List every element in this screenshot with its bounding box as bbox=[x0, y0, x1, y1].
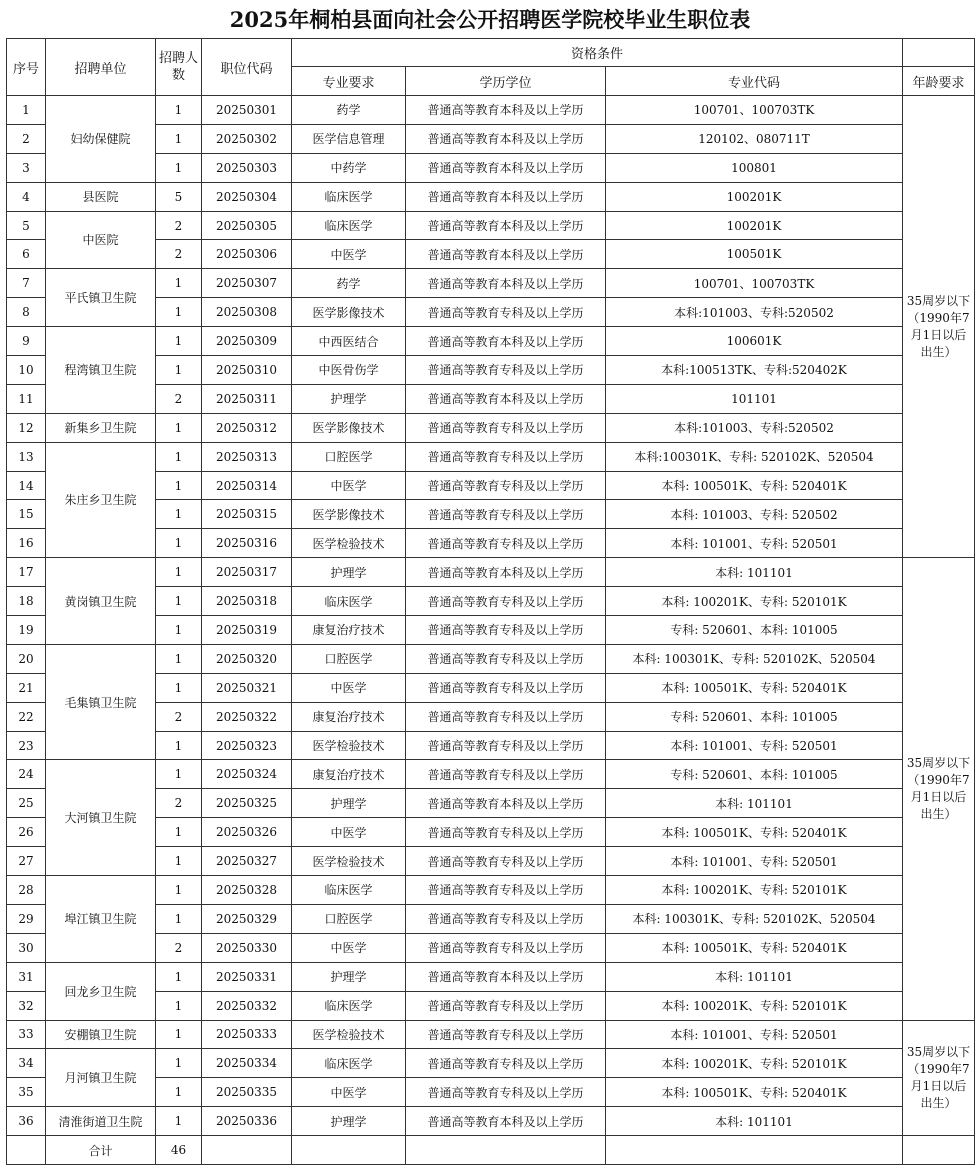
row-major: 康复治疗技术 bbox=[292, 760, 406, 789]
header-major-code: 专业代码 bbox=[606, 67, 903, 96]
row-count: 1 bbox=[156, 124, 202, 153]
header-unit: 招聘单位 bbox=[46, 39, 156, 96]
row-seq: 5 bbox=[7, 211, 46, 240]
row-education: 普通高等教育专科及以上学历 bbox=[406, 904, 606, 933]
row-major-code: 本科: 100501K、专科: 520401K bbox=[606, 673, 903, 702]
header-age-blank bbox=[903, 39, 975, 67]
total-empty-4 bbox=[606, 1136, 903, 1165]
row-count: 1 bbox=[156, 962, 202, 991]
row-code: 20250335 bbox=[202, 1078, 292, 1107]
table-row bbox=[7, 211, 975, 240]
row-code: 20250319 bbox=[202, 616, 292, 645]
row-count: 2 bbox=[156, 211, 202, 240]
row-seq: 12 bbox=[7, 413, 46, 442]
table-row bbox=[7, 96, 975, 125]
total-empty-1 bbox=[202, 1136, 292, 1165]
row-age: 35周岁以下（1990年7月1日以后出生） bbox=[903, 558, 975, 1020]
row-major-code: 本科: 100301K、专科: 520102K、520504 bbox=[606, 904, 903, 933]
row-major-code: 100601K bbox=[606, 327, 903, 356]
row-unit: 埠江镇卫生院 bbox=[46, 876, 156, 963]
row-code: 20250334 bbox=[202, 1049, 292, 1078]
row-major-code: 本科:101003、专科:520502 bbox=[606, 298, 903, 327]
row-education: 普通高等教育专科及以上学历 bbox=[406, 702, 606, 731]
row-major: 康复治疗技术 bbox=[292, 616, 406, 645]
table-row bbox=[7, 1107, 975, 1136]
row-count: 1 bbox=[156, 442, 202, 471]
row-major-code: 本科: 100501K、专科: 520401K bbox=[606, 471, 903, 500]
row-seq: 25 bbox=[7, 789, 46, 818]
row-count: 1 bbox=[156, 818, 202, 847]
row-major: 医学影像技术 bbox=[292, 298, 406, 327]
row-education: 普通高等教育专科及以上学历 bbox=[406, 760, 606, 789]
row-count: 1 bbox=[156, 153, 202, 182]
header-major: 专业要求 bbox=[292, 67, 406, 96]
row-major-code: 101101 bbox=[606, 384, 903, 413]
row-code: 20250314 bbox=[202, 471, 292, 500]
row-count: 1 bbox=[156, 269, 202, 298]
row-count: 1 bbox=[156, 847, 202, 876]
row-seq: 20 bbox=[7, 644, 46, 673]
row-major-code: 本科: 101101 bbox=[606, 789, 903, 818]
total-label: 合计 bbox=[46, 1136, 156, 1165]
row-code: 20250307 bbox=[202, 269, 292, 298]
row-code: 20250331 bbox=[202, 962, 292, 991]
row-major: 临床医学 bbox=[292, 587, 406, 616]
row-seq: 17 bbox=[7, 558, 46, 587]
total-empty-5 bbox=[903, 1136, 975, 1165]
row-major-code: 本科: 101001、专科: 520501 bbox=[606, 1020, 903, 1049]
row-code: 20250329 bbox=[202, 904, 292, 933]
row-code: 20250325 bbox=[202, 789, 292, 818]
row-education: 普通高等教育专科及以上学历 bbox=[406, 933, 606, 962]
row-count: 2 bbox=[156, 240, 202, 269]
row-major-code: 专科: 520601、本科: 101005 bbox=[606, 616, 903, 645]
row-count: 2 bbox=[156, 789, 202, 818]
row-major: 医学检验技术 bbox=[292, 529, 406, 558]
header-education: 学历学位 bbox=[406, 67, 606, 96]
row-code: 20250317 bbox=[202, 558, 292, 587]
row-major-code: 本科:100513TK、专科:520402K bbox=[606, 356, 903, 385]
row-seq: 26 bbox=[7, 818, 46, 847]
row-seq: 3 bbox=[7, 153, 46, 182]
row-count: 1 bbox=[156, 904, 202, 933]
row-seq: 29 bbox=[7, 904, 46, 933]
row-seq: 28 bbox=[7, 876, 46, 905]
row-education: 普通高等教育本科及以上学历 bbox=[406, 558, 606, 587]
row-major: 护理学 bbox=[292, 384, 406, 413]
row-seq: 34 bbox=[7, 1049, 46, 1078]
row-code: 20250312 bbox=[202, 413, 292, 442]
row-code: 20250301 bbox=[202, 96, 292, 125]
row-major: 医学检验技术 bbox=[292, 731, 406, 760]
row-seq: 23 bbox=[7, 731, 46, 760]
row-major: 护理学 bbox=[292, 789, 406, 818]
row-major: 口腔医学 bbox=[292, 442, 406, 471]
row-major-code: 本科: 101003、专科: 520502 bbox=[606, 500, 903, 529]
row-education: 普通高等教育本科及以上学历 bbox=[406, 211, 606, 240]
row-count: 1 bbox=[156, 876, 202, 905]
row-count: 1 bbox=[156, 731, 202, 760]
row-unit: 程湾镇卫生院 bbox=[46, 327, 156, 414]
row-education: 普通高等教育本科及以上学历 bbox=[406, 124, 606, 153]
row-major-code: 100501K bbox=[606, 240, 903, 269]
row-code: 20250303 bbox=[202, 153, 292, 182]
row-major-code: 本科: 100501K、专科: 520401K bbox=[606, 818, 903, 847]
row-major: 中医学 bbox=[292, 240, 406, 269]
row-education: 普通高等教育专科及以上学历 bbox=[406, 673, 606, 702]
row-count: 1 bbox=[156, 1049, 202, 1078]
row-unit: 黄岗镇卫生院 bbox=[46, 558, 156, 645]
row-major-code: 本科: 101101 bbox=[606, 558, 903, 587]
row-code: 20250316 bbox=[202, 529, 292, 558]
row-count: 1 bbox=[156, 298, 202, 327]
row-major-code: 本科: 101001、专科: 520501 bbox=[606, 529, 903, 558]
row-education: 普通高等教育本科及以上学历 bbox=[406, 96, 606, 125]
row-major-code: 本科:100301K、专科: 520102K、520504 bbox=[606, 442, 903, 471]
header-age: 年龄要求 bbox=[903, 67, 975, 96]
row-major-code: 本科: 100301K、专科: 520102K、520504 bbox=[606, 644, 903, 673]
row-major-code: 本科: 100201K、专科: 520101K bbox=[606, 991, 903, 1020]
row-major: 中药学 bbox=[292, 153, 406, 182]
row-unit: 朱庄乡卫生院 bbox=[46, 442, 156, 558]
row-count: 1 bbox=[156, 991, 202, 1020]
row-education: 普通高等教育本科及以上学历 bbox=[406, 384, 606, 413]
row-education: 普通高等教育专科及以上学历 bbox=[406, 1020, 606, 1049]
row-seq: 16 bbox=[7, 529, 46, 558]
row-education: 普通高等教育专科及以上学历 bbox=[406, 500, 606, 529]
row-count: 1 bbox=[156, 587, 202, 616]
row-unit: 清淮街道卫生院 bbox=[46, 1107, 156, 1136]
table-row bbox=[7, 876, 975, 905]
row-code: 20250323 bbox=[202, 731, 292, 760]
row-seq: 35 bbox=[7, 1078, 46, 1107]
header-count: 招聘人数 bbox=[156, 39, 202, 96]
row-unit: 中医院 bbox=[46, 211, 156, 269]
table-row bbox=[7, 269, 975, 298]
row-seq: 1 bbox=[7, 96, 46, 125]
row-education: 普通高等教育本科及以上学历 bbox=[406, 240, 606, 269]
row-education: 普通高等教育本科及以上学历 bbox=[406, 327, 606, 356]
row-count: 2 bbox=[156, 933, 202, 962]
row-education: 普通高等教育专科及以上学历 bbox=[406, 1078, 606, 1107]
row-code: 20250322 bbox=[202, 702, 292, 731]
row-education: 普通高等教育本科及以上学历 bbox=[406, 1107, 606, 1136]
row-major-code: 100801 bbox=[606, 153, 903, 182]
row-code: 20250311 bbox=[202, 384, 292, 413]
row-seq: 18 bbox=[7, 587, 46, 616]
row-seq: 36 bbox=[7, 1107, 46, 1136]
page-title: 2025年桐柏县面向社会公开招聘医学院校毕业生职位表 bbox=[229, 7, 751, 32]
row-seq: 30 bbox=[7, 933, 46, 962]
row-unit: 平氏镇卫生院 bbox=[46, 269, 156, 327]
row-major: 口腔医学 bbox=[292, 644, 406, 673]
row-seq: 7 bbox=[7, 269, 46, 298]
header-seq: 序号 bbox=[7, 39, 46, 96]
row-major: 药学 bbox=[292, 96, 406, 125]
row-seq: 2 bbox=[7, 124, 46, 153]
row-count: 2 bbox=[156, 384, 202, 413]
row-education: 普通高等教育专科及以上学历 bbox=[406, 442, 606, 471]
row-education: 普通高等教育专科及以上学历 bbox=[406, 413, 606, 442]
row-major-code: 本科: 100501K、专科: 520401K bbox=[606, 1078, 903, 1107]
row-major: 药学 bbox=[292, 269, 406, 298]
table-row bbox=[7, 1020, 975, 1049]
row-education: 普通高等教育本科及以上学历 bbox=[406, 962, 606, 991]
row-education: 普通高等教育专科及以上学历 bbox=[406, 731, 606, 760]
row-education: 普通高等教育本科及以上学历 bbox=[406, 269, 606, 298]
header-code: 职位代码 bbox=[202, 39, 292, 96]
row-seq: 9 bbox=[7, 327, 46, 356]
row-count: 1 bbox=[156, 644, 202, 673]
row-seq: 24 bbox=[7, 760, 46, 789]
table-row bbox=[7, 962, 975, 991]
row-education: 普通高等教育本科及以上学历 bbox=[406, 789, 606, 818]
row-code: 20250324 bbox=[202, 760, 292, 789]
row-major-code: 100701、100703TK bbox=[606, 269, 903, 298]
row-code: 20250327 bbox=[202, 847, 292, 876]
row-major: 口腔医学 bbox=[292, 904, 406, 933]
row-major: 医学影像技术 bbox=[292, 500, 406, 529]
row-major-code: 本科: 101101 bbox=[606, 1107, 903, 1136]
table-row bbox=[7, 413, 975, 442]
row-major: 康复治疗技术 bbox=[292, 702, 406, 731]
row-code: 20250320 bbox=[202, 644, 292, 673]
row-count: 1 bbox=[156, 327, 202, 356]
row-major: 护理学 bbox=[292, 1107, 406, 1136]
row-seq: 13 bbox=[7, 442, 46, 471]
row-code: 20250315 bbox=[202, 500, 292, 529]
row-count: 1 bbox=[156, 500, 202, 529]
row-code: 20250309 bbox=[202, 327, 292, 356]
row-count: 1 bbox=[156, 1020, 202, 1049]
row-major-code: 本科:101003、专科:520502 bbox=[606, 413, 903, 442]
row-major-code: 100701、100703TK bbox=[606, 96, 903, 125]
total-empty-3 bbox=[406, 1136, 606, 1165]
row-major: 中西医结合 bbox=[292, 327, 406, 356]
row-major-code: 本科: 100501K、专科: 520401K bbox=[606, 933, 903, 962]
row-code: 20250308 bbox=[202, 298, 292, 327]
row-count: 1 bbox=[156, 1078, 202, 1107]
total-empty-2 bbox=[292, 1136, 406, 1165]
row-age: 35周岁以下（1990年7月1日以后出生） bbox=[903, 1020, 975, 1136]
row-seq: 27 bbox=[7, 847, 46, 876]
row-seq: 14 bbox=[7, 471, 46, 500]
row-code: 20250328 bbox=[202, 876, 292, 905]
row-major-code: 专科: 520601、本科: 101005 bbox=[606, 702, 903, 731]
row-code: 20250302 bbox=[202, 124, 292, 153]
row-code: 20250304 bbox=[202, 182, 292, 211]
row-unit: 毛集镇卫生院 bbox=[46, 644, 156, 760]
positions-table bbox=[6, 38, 975, 1165]
row-code: 20250330 bbox=[202, 933, 292, 962]
row-education: 普通高等教育专科及以上学历 bbox=[406, 847, 606, 876]
row-count: 1 bbox=[156, 96, 202, 125]
row-major: 中医骨伤学 bbox=[292, 356, 406, 385]
row-unit: 大河镇卫生院 bbox=[46, 760, 156, 876]
row-unit: 妇幼保健院 bbox=[46, 96, 156, 183]
row-seq: 10 bbox=[7, 356, 46, 385]
row-code: 20250321 bbox=[202, 673, 292, 702]
row-seq: 32 bbox=[7, 991, 46, 1020]
row-major: 中医学 bbox=[292, 471, 406, 500]
row-major: 临床医学 bbox=[292, 1049, 406, 1078]
row-major: 临床医学 bbox=[292, 876, 406, 905]
row-code: 20250313 bbox=[202, 442, 292, 471]
row-major: 中医学 bbox=[292, 933, 406, 962]
row-education: 普通高等教育本科及以上学历 bbox=[406, 182, 606, 211]
row-major-code: 本科: 100201K、专科: 520101K bbox=[606, 876, 903, 905]
row-count: 1 bbox=[156, 471, 202, 500]
row-major: 中医学 bbox=[292, 673, 406, 702]
row-major-code: 100201K bbox=[606, 182, 903, 211]
row-code: 20250336 bbox=[202, 1107, 292, 1136]
row-unit: 新集乡卫生院 bbox=[46, 413, 156, 442]
table-row bbox=[7, 442, 975, 471]
row-seq: 21 bbox=[7, 673, 46, 702]
row-seq: 33 bbox=[7, 1020, 46, 1049]
row-unit: 月河镇卫生院 bbox=[46, 1049, 156, 1107]
table-row bbox=[7, 558, 975, 587]
row-seq: 6 bbox=[7, 240, 46, 269]
row-education: 普通高等教育专科及以上学历 bbox=[406, 529, 606, 558]
row-major: 中医学 bbox=[292, 1078, 406, 1107]
row-count: 1 bbox=[156, 1107, 202, 1136]
total-count: 46 bbox=[156, 1136, 202, 1165]
row-count: 1 bbox=[156, 760, 202, 789]
row-major-code: 本科: 100201K、专科: 520101K bbox=[606, 587, 903, 616]
row-major-code: 本科: 101001、专科: 520501 bbox=[606, 731, 903, 760]
row-major: 中医学 bbox=[292, 818, 406, 847]
row-major: 医学信息管理 bbox=[292, 124, 406, 153]
row-age: 35周岁以下（1990年7月1日以后出生） bbox=[903, 96, 975, 558]
row-code: 20250318 bbox=[202, 587, 292, 616]
row-count: 1 bbox=[156, 673, 202, 702]
row-major: 临床医学 bbox=[292, 211, 406, 240]
row-education: 普通高等教育专科及以上学历 bbox=[406, 1049, 606, 1078]
row-education: 普通高等教育专科及以上学历 bbox=[406, 644, 606, 673]
row-seq: 8 bbox=[7, 298, 46, 327]
row-education: 普通高等教育专科及以上学历 bbox=[406, 587, 606, 616]
row-major: 医学检验技术 bbox=[292, 1020, 406, 1049]
row-education: 普通高等教育本科及以上学历 bbox=[406, 153, 606, 182]
header-qualification: 资格条件 bbox=[292, 39, 903, 67]
row-code: 20250333 bbox=[202, 1020, 292, 1049]
row-count: 2 bbox=[156, 702, 202, 731]
row-major-code: 本科: 101101 bbox=[606, 962, 903, 991]
row-major: 护理学 bbox=[292, 558, 406, 587]
row-education: 普通高等教育专科及以上学历 bbox=[406, 616, 606, 645]
row-count: 1 bbox=[156, 558, 202, 587]
row-count: 1 bbox=[156, 413, 202, 442]
row-education: 普通高等教育专科及以上学历 bbox=[406, 876, 606, 905]
table-body bbox=[7, 96, 975, 1136]
row-seq: 19 bbox=[7, 616, 46, 645]
row-count: 1 bbox=[156, 356, 202, 385]
row-education: 普通高等教育专科及以上学历 bbox=[406, 356, 606, 385]
row-major-code: 100201K bbox=[606, 211, 903, 240]
row-major: 临床医学 bbox=[292, 182, 406, 211]
row-code: 20250305 bbox=[202, 211, 292, 240]
table-row bbox=[7, 1049, 975, 1078]
row-major-code: 本科: 100201K、专科: 520101K bbox=[606, 1049, 903, 1078]
row-major-code: 120102、080711T bbox=[606, 124, 903, 153]
row-education: 普通高等教育专科及以上学历 bbox=[406, 471, 606, 500]
row-seq: 22 bbox=[7, 702, 46, 731]
row-major: 医学影像技术 bbox=[292, 413, 406, 442]
table-row bbox=[7, 182, 975, 211]
row-count: 1 bbox=[156, 616, 202, 645]
total-blank bbox=[7, 1136, 46, 1165]
row-seq: 15 bbox=[7, 500, 46, 529]
row-major: 护理学 bbox=[292, 962, 406, 991]
table-row bbox=[7, 760, 975, 789]
row-seq: 4 bbox=[7, 182, 46, 211]
row-count: 5 bbox=[156, 182, 202, 211]
row-code: 20250306 bbox=[202, 240, 292, 269]
row-education: 普通高等教育专科及以上学历 bbox=[406, 818, 606, 847]
row-seq: 11 bbox=[7, 384, 46, 413]
table-row bbox=[7, 644, 975, 673]
row-major: 医学检验技术 bbox=[292, 847, 406, 876]
row-code: 20250332 bbox=[202, 991, 292, 1020]
row-code: 20250326 bbox=[202, 818, 292, 847]
row-education: 普通高等教育专科及以上学历 bbox=[406, 298, 606, 327]
row-education: 普通高等教育专科及以上学历 bbox=[406, 991, 606, 1020]
row-code: 20250310 bbox=[202, 356, 292, 385]
row-unit: 安棚镇卫生院 bbox=[46, 1020, 156, 1049]
row-count: 1 bbox=[156, 529, 202, 558]
row-seq: 31 bbox=[7, 962, 46, 991]
row-unit: 县医院 bbox=[46, 182, 156, 211]
row-unit: 回龙乡卫生院 bbox=[46, 962, 156, 1020]
row-major-code: 本科: 101001、专科: 520501 bbox=[606, 847, 903, 876]
row-major-code: 专科: 520601、本科: 101005 bbox=[606, 760, 903, 789]
row-major: 临床医学 bbox=[292, 991, 406, 1020]
table-row bbox=[7, 327, 975, 356]
